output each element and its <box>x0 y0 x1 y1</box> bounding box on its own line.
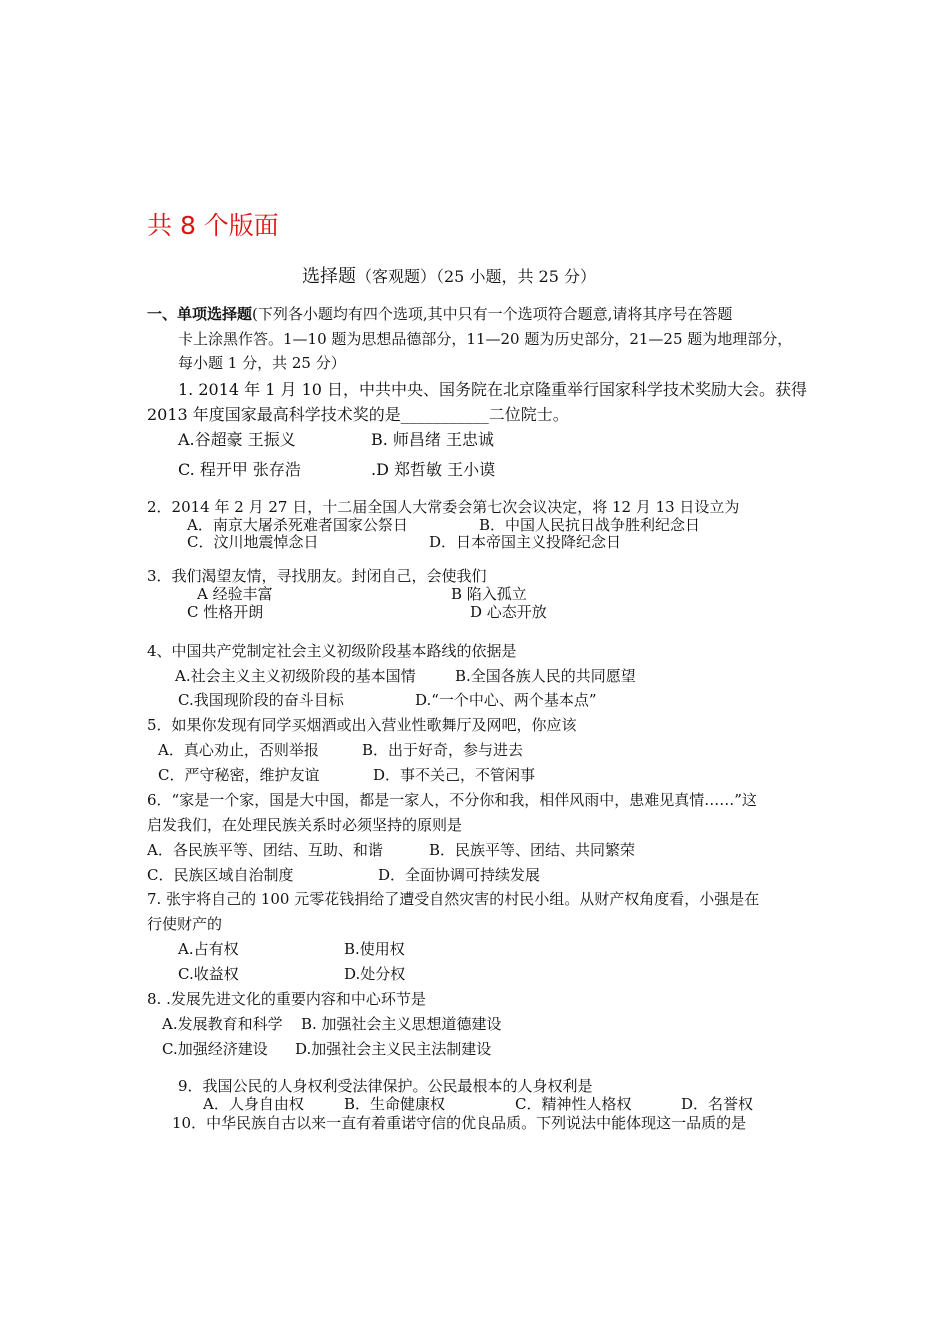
q6-option-a: A．各民族平等、团结、互助、和谐 <box>147 841 383 859</box>
q7-option-c: C.收益权 <box>178 965 239 983</box>
q5-option-a: A．真心劝止，否则举报 <box>158 741 319 759</box>
q3-option-b: B 陷入孤立 <box>451 585 527 603</box>
q9-option-d: D．名誉权 <box>681 1095 754 1113</box>
q9-option-c: C．精神性人格权 <box>515 1095 632 1113</box>
q4-option-b: B.全国各族人民的共同愿望 <box>455 667 636 685</box>
part1-instr-2: 卡上涂黑作答。1—10 题为思想品德部分，11—20 题为历史部分，21—25 题为地理部分， <box>178 330 793 348</box>
q4-option-c: C.我国现阶段的奋斗目标 <box>178 691 344 709</box>
part1-instructions-line1 <box>147 303 732 324</box>
q8-option-c: C.加强经济建设 <box>162 1040 268 1058</box>
q3-option-d: D 心态开放 <box>470 603 547 621</box>
q1-option-c: C. 程开甲 张存浩 <box>178 460 301 479</box>
section-title <box>302 262 596 288</box>
q2-stem: 2．2014 年 2 月 27 日，十二届全国人大常委会第七次会议决定，将 12 月 13 日设立为 <box>147 498 740 516</box>
q7-option-d: D.处分权 <box>344 965 406 983</box>
q2-option-b: B．中国人民抗日战争胜利纪念日 <box>479 516 701 534</box>
q8-stem: 8. .发展先进文化的重要内容和中心环节是 <box>147 990 426 1008</box>
q5-option-d: D．事不关己，不管闲事 <box>373 766 536 784</box>
q8-option-a: A.发展教育和科学 <box>162 1015 283 1033</box>
part1-instr-3: 每小题 1 分，共 25 分） <box>178 354 346 372</box>
q6-option-b: B．民族平等、团结、共同繁荣 <box>429 841 636 859</box>
q8-option-d: D.加强社会主义民主法制建设 <box>295 1040 492 1058</box>
q1-option-a: A.谷超豪 王振义 <box>178 430 296 449</box>
q5-option-c: C．严守秘密，维护友谊 <box>158 766 320 784</box>
q7-option-b: B.使用权 <box>344 940 405 958</box>
q2-option-d: D．日本帝国主义投降纪念日 <box>429 533 622 551</box>
q1-stem-line2: 2013 年度国家最高科学技术奖的是___________二位院士。 <box>147 405 569 424</box>
q6-stem-line2: 启发我们，在处理民族关系时必须坚持的原则是 <box>147 816 463 834</box>
q5-option-b: B．出于好奇，参与进去 <box>362 741 524 759</box>
part1-instr-1: (下列各小题均有四个选项,其中只有一个选项符合题意,请将其序号在答题 <box>252 305 733 323</box>
q2-option-c: C．汶川地震悼念日 <box>187 533 319 551</box>
q1-stem-line1: 1. 2014 年 1 月 10 日，中共中央、国务院在北京隆重举行国家科学技术奖励大会。获得 <box>178 380 808 399</box>
q9-option-b: B．生命健康权 <box>344 1095 446 1113</box>
q7-option-a: A.占有权 <box>178 940 239 958</box>
q10-stem: 10．中华民族自古以来一直有着重诺守信的优良品质。下列说法中能体现这一品质的是 <box>172 1114 747 1132</box>
page-count-note: 共 8 个版面 <box>147 211 279 240</box>
q9-stem: 9．我国公民的人身权利受法律保护。公民最根本的人身权利是 <box>178 1077 593 1095</box>
q3-stem: 3．我们渴望友情，寻找朋友。封闭自己，会使我们 <box>147 567 487 585</box>
q8-option-b: B. 加强社会主义思想道德建设 <box>301 1015 502 1033</box>
q2-option-a: A．南京大屠杀死难者国家公祭日 <box>187 516 408 534</box>
q6-option-d: D．全面协调可持续发展 <box>378 866 541 884</box>
q9-option-a: A．人身自由权 <box>203 1095 304 1113</box>
q4-stem: 4、中国共产党制定社会主义初级阶段基本路线的依据是 <box>147 642 517 660</box>
q3-option-a: A 经验丰富 <box>197 585 273 603</box>
q4-option-a: A.社会主义主义初级阶段的基本国情 <box>175 667 416 685</box>
q1-option-d: .D 郑哲敏 王小谟 <box>371 460 496 479</box>
q1-option-b: B. 师昌绪 王忠诚 <box>371 430 495 449</box>
q6-option-c: C．民族区域自治制度 <box>147 866 294 884</box>
q7-stem-line2: 行使财产的 <box>147 915 223 933</box>
q4-option-d: D.“一个中心、两个基本点” <box>415 691 597 709</box>
q3-option-c: C 性格开朗 <box>187 603 264 621</box>
q7-stem-line1: 7. 张宇将自己的 100 元零花钱捐给了遭受自然灾害的村民小组。从财产权角度看，小强是在 <box>147 890 760 908</box>
q5-stem: 5．如果你发现有同学买烟酒或出入营业性歌舞厅及网吧，你应该 <box>147 716 577 734</box>
q6-stem-line1: 6．“家是一个家，国是大中国，都是一家人，不分你和我，相伴风雨中，患难见真情……”这 <box>147 791 757 809</box>
section-subtitle: （客观题）（25 小题，共 25 分） <box>356 267 596 286</box>
section-title-main: 选择题 <box>302 266 356 287</box>
part1-heading: 一、单项选择题 <box>147 305 253 323</box>
